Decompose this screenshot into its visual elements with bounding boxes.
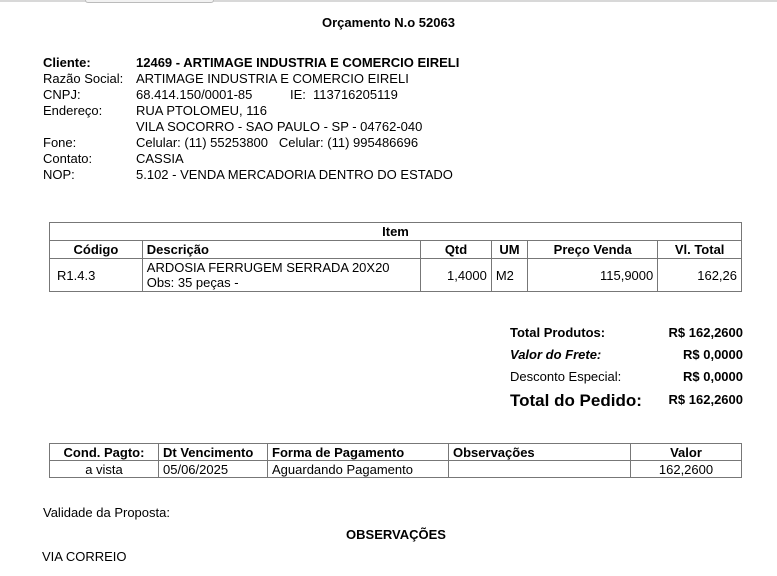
endereco-label: Endereço: bbox=[43, 103, 103, 118]
valor-frete-value: R$ 0,0000 bbox=[683, 347, 743, 362]
item-um: M2 bbox=[491, 259, 527, 292]
header-vl-total: Vl. Total bbox=[658, 241, 742, 259]
header-valor: Valor bbox=[631, 444, 742, 461]
document-title: Orçamento N.o 52063 bbox=[322, 15, 455, 30]
browser-tab-edge bbox=[85, 0, 214, 3]
ie-label: IE: bbox=[290, 87, 306, 102]
pay-cond: a vista bbox=[50, 461, 159, 478]
items-header-row bbox=[50, 241, 742, 259]
items-caption: Item bbox=[50, 223, 742, 241]
item-vl-total: 162,26 bbox=[658, 259, 742, 292]
header-observacoes: Observações bbox=[449, 444, 631, 461]
valor-frete-label: Valor do Frete: bbox=[510, 347, 602, 362]
endereco-line2: VILA SOCORRO - SAO PAULO - SP - 04762-040 bbox=[136, 119, 423, 134]
item-codigo: R1.4.3 bbox=[50, 259, 143, 292]
pay-forma: Aguardando Pagamento bbox=[268, 461, 449, 478]
pay-valor: 162,2600 bbox=[631, 461, 742, 478]
items-table bbox=[49, 222, 742, 292]
total-pedido-value: R$ 162,2600 bbox=[668, 392, 743, 407]
header-preco-venda: Preço Venda bbox=[528, 241, 658, 259]
table-row bbox=[50, 461, 742, 478]
endereco-line1: RUA PTOLOMEU, 116 bbox=[136, 103, 268, 118]
razao-social-value: ARTIMAGE INDUSTRIA E COMERCIO EIRELI bbox=[136, 71, 409, 86]
contato-value: CASSIA bbox=[136, 151, 184, 166]
payment-header-row bbox=[50, 444, 742, 461]
total-produtos-value: R$ 162,2600 bbox=[668, 325, 743, 340]
table-row bbox=[50, 259, 742, 292]
contato-label: Contato: bbox=[43, 151, 93, 166]
header-descricao: Descrição bbox=[142, 241, 420, 259]
fone-value: Celular: (11) 55253800 Celular: (11) 995486696 bbox=[136, 135, 419, 150]
observacoes-heading: OBSERVAÇÕES bbox=[346, 527, 446, 542]
cliente-value: 12469 - ARTIMAGE INDUSTRIA E COMERCIO EIRELI bbox=[136, 55, 460, 70]
payment-table bbox=[49, 443, 742, 478]
cnpj-value: 68.414.150/0001-85 bbox=[136, 87, 253, 102]
item-descricao-cell bbox=[142, 259, 420, 292]
item-descricao: ARDOSIA FERRUGEM SERRADA 20X20 bbox=[146, 260, 390, 275]
fone-label: Fone: bbox=[43, 135, 77, 150]
header-codigo: Código bbox=[50, 241, 143, 259]
header-forma-pagamento: Forma de Pagamento bbox=[268, 444, 449, 461]
header-cond-pagto: Cond. Pagto: bbox=[50, 444, 159, 461]
desconto-especial-value: R$ 0,0000 bbox=[683, 369, 743, 384]
nop-label: NOP: bbox=[43, 167, 75, 182]
item-qtd: 1,4000 bbox=[421, 259, 492, 292]
pay-obs bbox=[449, 461, 631, 478]
total-pedido-label: Total do Pedido: bbox=[510, 391, 642, 410]
item-obs: Obs: 35 peças - bbox=[146, 275, 239, 290]
header-dt-vencimento: Dt Vencimento bbox=[159, 444, 268, 461]
header-qtd: Qtd bbox=[421, 241, 492, 259]
desconto-especial-label: Desconto Especial: bbox=[510, 369, 622, 384]
cnpj-label: CNPJ: bbox=[43, 87, 81, 102]
nop-value: 5.102 - VENDA MERCADORIA DENTRO DO ESTADO bbox=[136, 167, 453, 182]
validade-label: Validade da Proposta: bbox=[43, 505, 170, 520]
pay-vencimento: 05/06/2025 bbox=[159, 461, 268, 478]
razao-social-label: Razão Social: bbox=[43, 71, 124, 86]
observacoes-text: VIA CORREIO bbox=[42, 549, 127, 564]
total-produtos-label: Total Produtos: bbox=[510, 325, 606, 340]
ie-value: 113716205119 bbox=[313, 87, 398, 102]
header-um: UM bbox=[491, 241, 527, 259]
cliente-label: Cliente: bbox=[43, 55, 91, 70]
item-preco-venda: 115,9000 bbox=[528, 259, 658, 292]
